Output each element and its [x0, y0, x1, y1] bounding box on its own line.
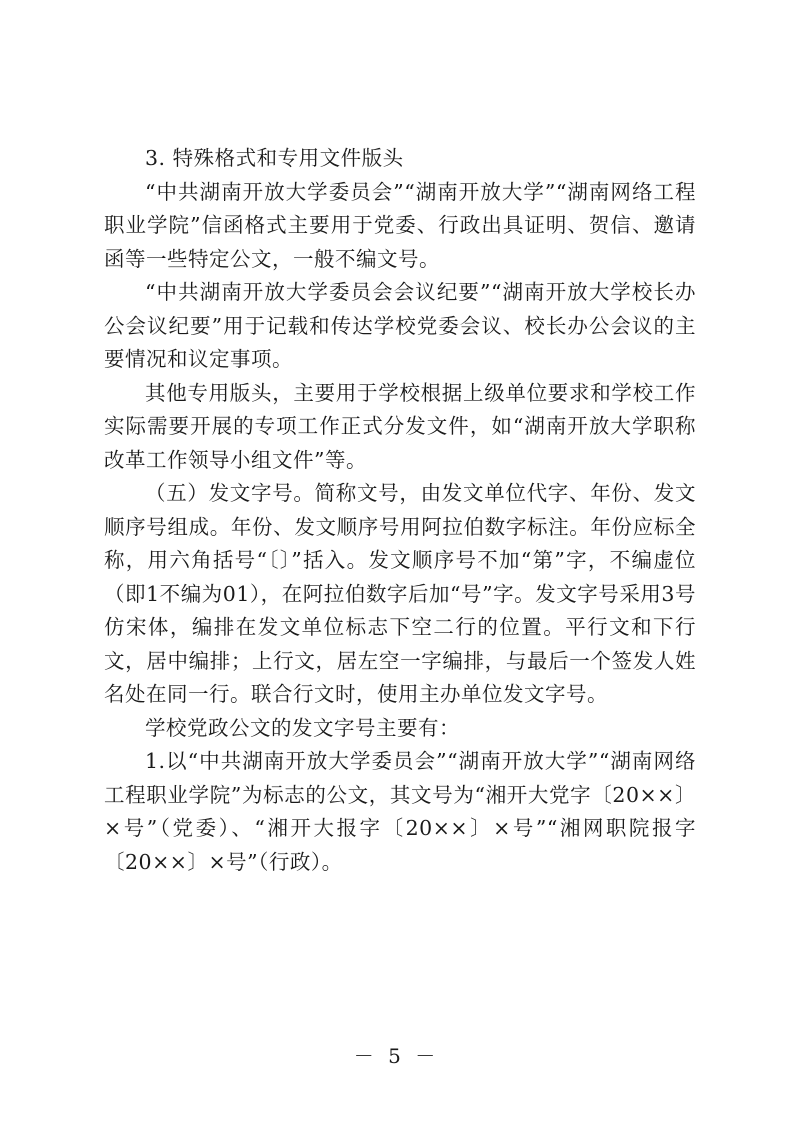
paragraph-number-item-1: 1.以“中共湖南开放大学委员会”“湖南开放大学”“湖南网络工程职业学院”为标志的公文，其文号为“湘开大党字〔20××〕×号”（党委）、“湘开大报字〔20××〕×号”“湘网职院报字〔20××〕×号”（行政）。 [104, 749, 696, 874]
paragraph-other-headers: 其他专用版头，主要用于学校根据上级单位要求和学校工作实际需要开展的专项工作正式分发文件，如“湖南开放大学职称改革工作领导小组文件”等。 [104, 380, 696, 472]
page-number: － 5 － [353, 1044, 440, 1068]
paragraph-document-number: （五）发文字号。简称文号，由发文单位代字、年份、发文顺序号组成。年份、发文顺序号用阿拉伯数字标注。年份应标全称，用六角括号“〔〕”括入。发文顺序号不加“第”字，不编虚位（即1不编为01），在阿拉伯数字后加“号”字。发文字号采用3号仿宋体，编排在发文单位标志下空二行的位置。平行文和下行文，居中编排；上行文，居左空一字编排，与最后一个签发人姓名处在同一行。联合行文时，使用主办单位发文字号。 [104, 481, 696, 706]
document-body [104, 142, 696, 879]
section-heading: 3. 特殊格式和专用文件版头 [145, 146, 404, 170]
paragraph-number-list-intro: 学校党政公文的发文字号主要有： [145, 715, 460, 740]
paragraph-letter-format: “中共湖南开放大学委员会”“湖南开放大学”“湖南网络工程职业学院”信函格式主要用于党委、行政出具证明、贺信、邀请函等一些特定公文，一般不编文号。 [104, 179, 696, 271]
paragraph-meeting-minutes: “中共湖南开放大学委员会会议纪要”“湖南开放大学校长办公会议纪要”用于记载和传达学校党委会议、校长办公会议的主要情况和议定事项。 [104, 280, 696, 371]
